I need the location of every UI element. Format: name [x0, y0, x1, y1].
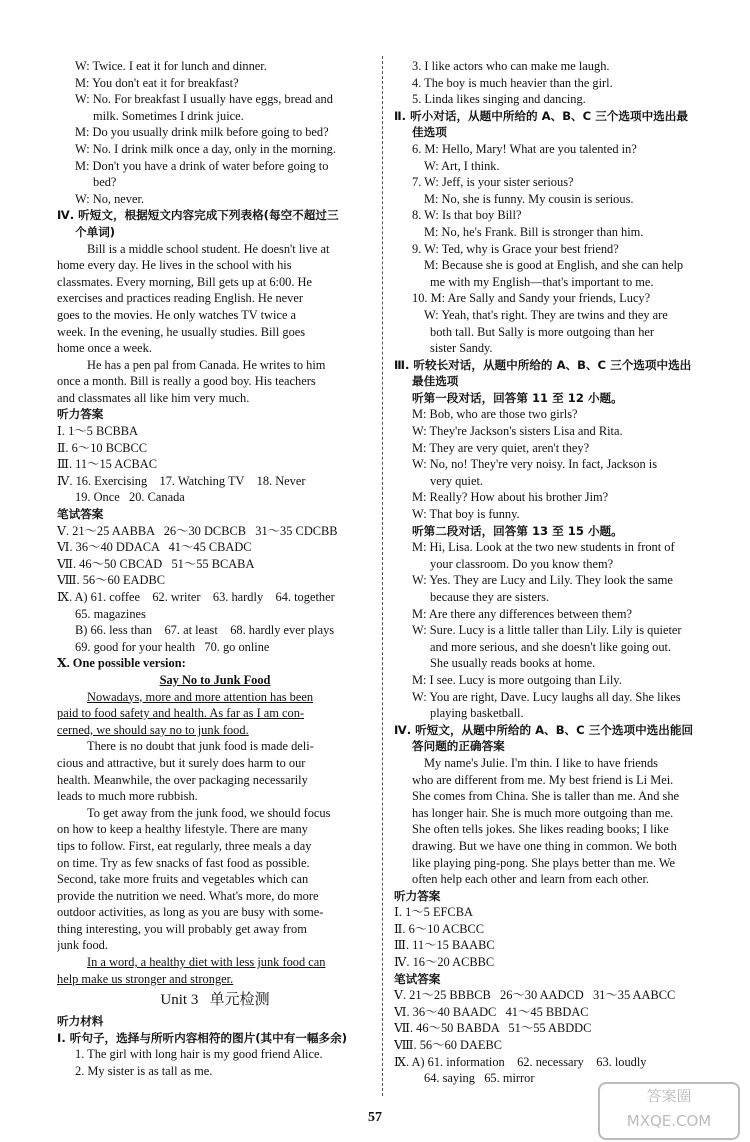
left-text-line: help make us stronger and stronger. [57, 971, 234, 986]
right-text-line: M: Bob, who are those two girls? [412, 407, 578, 422]
left-text-line: Ⅰ. 听句子，选择与所听内容相符的图片(其中有一幅多余) [57, 1030, 348, 1045]
left-text-line: Ⅵ. 36～40 DDACA 41～45 CBADC [57, 540, 252, 555]
left-text-line: exercises and practices reading English. He never [57, 291, 303, 306]
right-text-line: Ⅲ. 11～15 BAABC [394, 938, 495, 953]
right-text-line: often help each other and learn from each other. [412, 872, 650, 887]
right-text-line: 听力答案 [394, 888, 441, 903]
left-text-line: leads to much more rubbish. [57, 789, 198, 804]
right-text-line: 10. M: Are Sally and Sandy your friends, Lucy? [412, 291, 651, 306]
right-text-line: She often tells jokes. She likes reading books; I like [412, 822, 669, 837]
right-text-line: W: They're Jackson's sisters Lisa and Rita. [412, 424, 623, 439]
left-text-line: Nowadays, more and more attention has been [87, 689, 314, 704]
left-text-line: home once a week. [57, 341, 152, 356]
right-text-line: Ⅸ. A) 61. information 62. necessary 63. loudly [394, 1054, 647, 1069]
right-text-line: drawing. But we have one thing in common. We both [412, 838, 677, 853]
right-text-line: Ⅱ. 听小对话，从题中所给的 A、B、C 三个选项中选出最 [394, 108, 688, 123]
right-text-line: She usually reads books at home. [430, 656, 596, 671]
right-text-line: 答问题的正确答案 [412, 739, 505, 754]
right-text-line: Ⅰ. 1～5 EFCBA [394, 905, 473, 920]
right-text-line: very quiet. [430, 473, 483, 488]
page-number: 57 [368, 1110, 382, 1125]
right-text-line: M: No, she is funny. My cousin is serious. [424, 191, 634, 206]
left-text-line: 2. My sister is as tall as me. [75, 1064, 213, 1079]
right-text-line: Ⅷ. 56～60 DAEBC [394, 1038, 502, 1053]
left-text-line: 听力材料 [57, 1014, 104, 1029]
right-text-line: 7. W: Jeff, is your sister serious? [412, 175, 574, 190]
right-text-line: Ⅲ. 听较长对话，从题中所给的 A、B、C 三个选项中选出 [394, 357, 692, 372]
right-text-line: 听第二段对话，回答第 13 至 15 小题。 [412, 523, 623, 538]
left-text-line: M: Don't you have a drink of water before going to [75, 158, 329, 173]
watermark-url: MXQE.COM [626, 1112, 712, 1130]
right-text-line: 64. saying 65. mirror [424, 1071, 535, 1086]
left-text-line: on how to keep a healthy lifestyle. There are many [57, 822, 308, 837]
left-text-line: Ⅸ. A) 61. coffee 62. writer 63. hardly 64. together [57, 590, 335, 604]
right-text-line: M: Because she is good at English, and she can help [424, 258, 684, 273]
right-text-line: Ⅴ. 21～25 BBBCB 26～30 AADCD 31～35 AABCC [394, 988, 676, 1003]
left-text-line: Ⅶ. 46～50 CBCAD 51～55 BCABA [57, 556, 255, 571]
right-text-line: M: They are very quiet, aren't they? [412, 440, 590, 455]
left-text-line: Ⅲ. 11～15 ACBAC [57, 457, 157, 472]
left-text-line: bed? [93, 175, 117, 190]
left-text-line: home every day. He lives in the school with his [57, 258, 292, 273]
right-text-line: because they are sisters. [430, 590, 550, 604]
right-text-line: She comes from China. She is taller than me. And she [412, 789, 680, 804]
left-text-line: outdoor activities, as long as you are busy with some- [57, 905, 324, 920]
left-text-line: W: No, never. [75, 191, 145, 206]
right-text-line: me with my English—that's important to me. [430, 274, 654, 289]
left-text-line: B) 66. less than 67. at least 68. hardly ever plays [75, 623, 335, 638]
right-text-line: Ⅶ. 46～50 BABDA 51～55 ABDDC [394, 1021, 592, 1036]
right-text-line: 6. M: Hello, Mary! What are you talented in? [412, 141, 637, 156]
right-text-line: W: Yes. They are Lucy and Lily. They look the same [412, 573, 673, 588]
right-text-line: M: Hi, Lisa. Look at the two new students in front of [412, 540, 675, 555]
right-text-line: Ⅵ. 36～40 BAADC 41～45 BBDAC [394, 1004, 589, 1019]
left-text-line: W: No. For breakfast I usually have eggs, bread and [75, 92, 333, 107]
left-text-line: Ⅰ. 1～5 BCBBA [57, 424, 138, 439]
left-text-line: Ⅱ. 6～10 BCBCC [57, 440, 148, 455]
left-text-line: Second, take more fruits and vegetables which can [57, 872, 309, 887]
right-text-line: has longer hair. She is much more outgoing than me. [412, 805, 674, 820]
right-text-line: M: Really? How about his brother Jim? [412, 490, 609, 505]
left-text-line: Say No to Junk Food [159, 672, 271, 687]
right-text-line: 最佳选项 [412, 374, 459, 389]
right-text-line: Ⅳ. 听短文，从题中所给的 A、B、C 三个选项中选出能回 [394, 722, 694, 737]
left-text-line: 1. The girl with long hair is my good friend Alice. [75, 1047, 323, 1062]
left-column [57, 58, 373, 1080]
right-text-line: M: I see. Lucy is more outgoing than Lily. [412, 672, 622, 687]
left-text-line: Ⅳ. 听短文，根据短文内容完成下列表格(每空不超过三 [57, 208, 339, 223]
left-text-line: thing interesting, you will probably get away from [57, 921, 307, 936]
right-text-line: like playing ping-pong. She plays better than me. We [412, 855, 676, 870]
right-text-line: W: Sure. Lucy is a little taller than Lily. Lily is quieter [412, 623, 682, 638]
left-text-line: To get away from the junk food, we should focus [87, 805, 331, 820]
watermark-logo [598, 1082, 740, 1140]
right-text-line: W: You are right, Dave. Lucy laughs all day. She likes [412, 689, 681, 704]
right-text-line: sister Sandy. [430, 341, 493, 356]
right-text-line: W: Yeah, that's right. They are twins and they are [424, 307, 668, 322]
left-text-line: cious and attractive, but it surely does harm to our [57, 755, 306, 770]
right-text-line: M: No, he's Frank. Bill is stronger than him. [424, 224, 644, 239]
left-text-line: Ⅳ. 16. Exercising 17. Watching TV 18. Never [57, 473, 306, 488]
left-text-line: Ⅴ. 21～25 AABBA 26～30 DCBCB 31～35 CDCBB [57, 523, 338, 538]
left-text-line: Bill is a middle school student. He doesn't live at [87, 241, 330, 256]
column-divider [382, 56, 383, 1096]
left-text-line: paid to food safety and health. As far as I am con- [57, 706, 305, 721]
left-text-line: He has a pen pal from Canada. He writes to him [87, 357, 326, 372]
left-text-line: week. In the evening, he usually studies. Bill goes [57, 324, 306, 339]
left-text-line: 65. magazines [75, 606, 146, 621]
right-text-line: playing basketball. [430, 706, 524, 721]
left-text-line: milk. Sometimes I drink juice. [93, 108, 244, 123]
right-text-line: M: Are there any differences between them? [412, 606, 632, 621]
right-text-line: W: That boy is funny. [412, 507, 520, 522]
left-text-line: W: No. I drink milk once a day, only in the morning. [75, 141, 336, 156]
left-text-line: 19. Once 20. Canada [75, 490, 185, 505]
left-text-line: tips to follow. First, eat regularly, three meals a day [57, 838, 312, 853]
left-text-line: There is no doubt that junk food is made deli- [87, 739, 314, 754]
right-column [394, 58, 716, 1087]
right-text-line: your classroom. Do you know them? [430, 556, 614, 571]
right-text-line: 8. W: Is that boy Bill? [412, 208, 522, 223]
left-text-line: health. Meanwhile, the over packaging necessarily [57, 772, 308, 787]
left-text-line: goes to the movies. He only watches TV twice a [57, 307, 297, 322]
left-text-line: Ⅷ. 56～60 EADBC [57, 573, 165, 588]
left-text-line: Unit 3 单元检测 [160, 992, 270, 1009]
left-text-line: junk food. [57, 938, 108, 953]
left-text-line: Ⅹ. One possible version: [57, 656, 186, 671]
right-text-line: Ⅱ. 6～10 ACBCC [394, 921, 485, 936]
left-text-line: W: Twice. I eat it for lunch and dinner. [75, 59, 267, 73]
right-text-line: W: Art, I think. [424, 158, 500, 173]
right-text-line: both tall. But Sally is more outgoing than her [430, 324, 655, 339]
left-text-line: classmates. Every morning, Bill gets up at 6:00. He [57, 274, 312, 289]
right-text-line: 3. I like actors who can make me laugh. [412, 59, 610, 73]
left-text-line: 笔试答案 [57, 507, 104, 522]
left-text-line: M: You don't eat it for breakfast? [75, 75, 239, 90]
right-text-line: and more serious, and she doesn't like going out. [430, 639, 672, 654]
right-text-line: 佳选项 [412, 125, 447, 140]
left-text-line: provide the nutrition we need. What's more, do more [57, 888, 319, 903]
left-text-line: on time. Try as few snacks of fast food as possible. [57, 855, 310, 870]
left-text-line: M: Do you usually drink milk before going to bed? [75, 125, 329, 140]
left-text-line: 个单词) [75, 224, 116, 239]
watermark-text: 答案圈 [646, 1087, 692, 1105]
right-text-line: 5. Linda likes singing and dancing. [412, 92, 586, 107]
right-text-line: 笔试答案 [394, 971, 441, 986]
right-text-line: who are different from me. My best friend is Li Mei. [412, 772, 674, 787]
right-text-line: Ⅳ. 16～20 ACBBC [394, 955, 495, 970]
left-text-line: once a month. Bill is really a good boy. His teachers [57, 374, 316, 389]
left-text-line: and classmates all like him very much. [57, 390, 250, 405]
right-text-line: My name's Julie. I'm thin. I like to have friends [424, 755, 658, 770]
right-text-line: W: No, no! They're very noisy. In fact, Jackson is [412, 457, 658, 472]
right-text-line: 4. The boy is much heavier than the girl. [412, 75, 613, 90]
right-text-line: 听第一段对话，回答第 11 至 12 小题。 [412, 390, 623, 405]
left-text-line: 听力答案 [57, 407, 104, 422]
right-text-line: 9. W: Ted, why is Grace your best friend? [412, 241, 619, 256]
left-text-line: In a word, a healthy diet with less junk food can [87, 955, 326, 970]
left-text-line: 69. good for your health 70. go online [75, 639, 270, 654]
left-text-line: cerned, we should say no to junk food. [57, 722, 249, 737]
